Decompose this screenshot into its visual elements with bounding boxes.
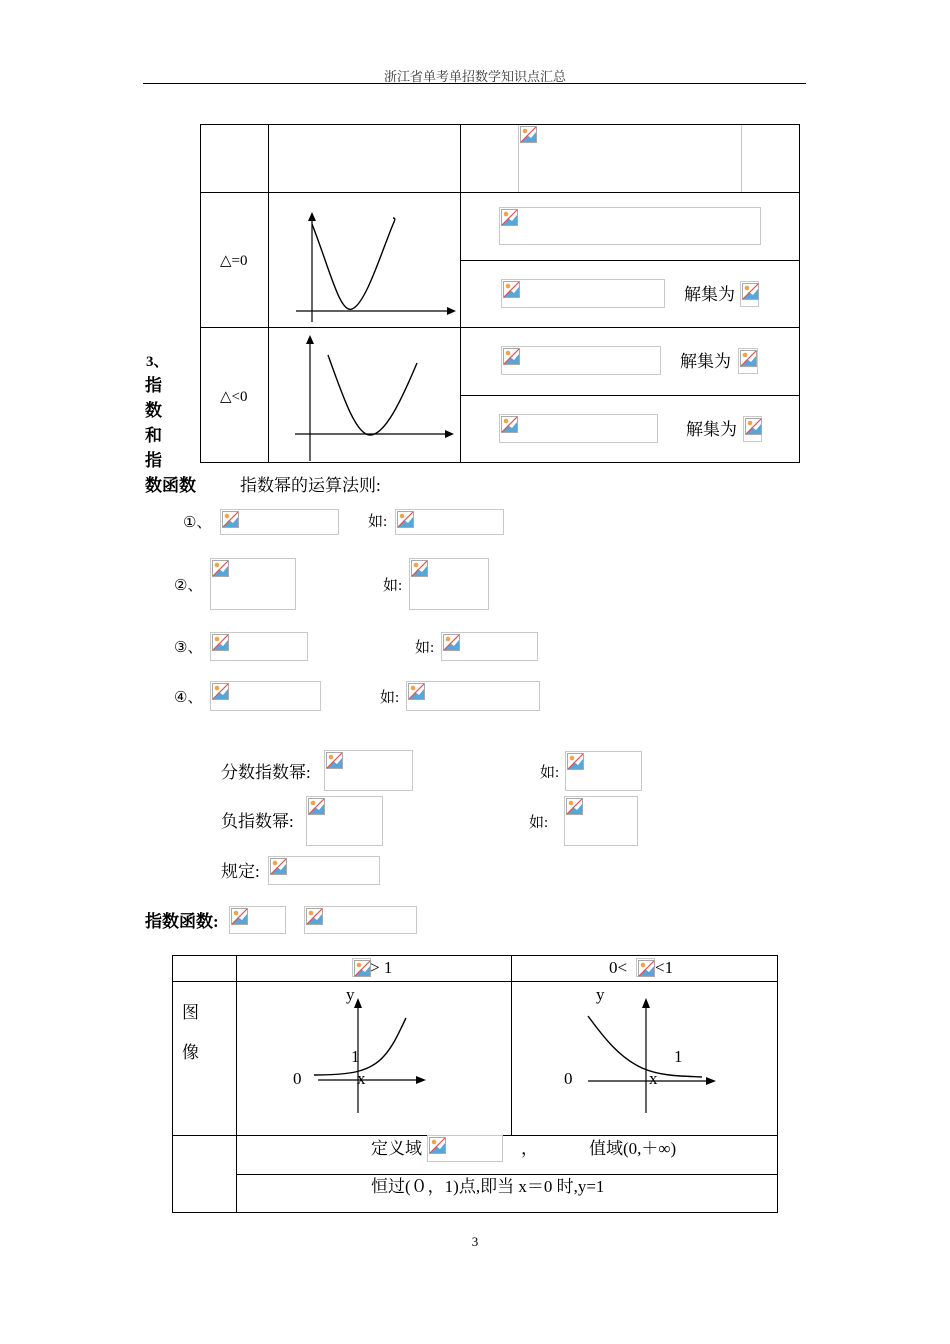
formula-image xyxy=(743,416,762,442)
section-title-tail: 数函数 xyxy=(145,476,196,495)
rule-number: ②、 xyxy=(174,578,203,594)
point-label-one: 1 xyxy=(674,1047,683,1066)
example-label: 如: xyxy=(380,690,400,706)
col-header-a-lt-1-right: <1 xyxy=(655,958,674,977)
axis-label-y: y xyxy=(346,985,355,1004)
solution-set-label: 解集为 xyxy=(680,352,731,371)
point-label-one: 1 xyxy=(351,1047,360,1066)
formula-image xyxy=(518,125,742,192)
parabola-tangent-graph xyxy=(296,210,458,322)
formula-image xyxy=(220,509,339,535)
example-label: 如: xyxy=(529,815,549,831)
section-title-char: 指 xyxy=(145,376,162,395)
col-header-a-lt-1-left: 0< xyxy=(609,958,628,977)
formula-image xyxy=(501,346,661,375)
section-title-char: 数 xyxy=(145,401,162,420)
solution-set-label: 解集为 xyxy=(686,420,737,439)
axis-label-x: x xyxy=(357,1069,366,1088)
formula-image xyxy=(409,558,489,610)
col-header-a-gt-1: > 1 xyxy=(370,958,393,977)
row-label-char: 图 xyxy=(182,1003,199,1022)
formula-image xyxy=(229,906,286,934)
rules-title: 指数幂的运算法则: xyxy=(240,476,381,495)
solution-set-label: 解集为 xyxy=(684,285,735,304)
origin-label: 0 xyxy=(564,1069,573,1088)
origin-label: 0 xyxy=(293,1069,302,1088)
formula-image xyxy=(565,751,642,791)
rule-number: ①、 xyxy=(183,515,212,531)
formula-image xyxy=(441,632,538,661)
section-number: 3、 xyxy=(146,354,169,370)
example-label: 如: xyxy=(415,640,435,656)
formula-image xyxy=(499,414,658,443)
rule-number: ④、 xyxy=(174,690,203,706)
example-label: 如: xyxy=(368,514,388,530)
formula-image xyxy=(564,796,638,846)
separator-comma: ， xyxy=(521,1139,538,1158)
axis-label-y: y xyxy=(596,985,605,1004)
example-label: 如: xyxy=(383,578,403,594)
formula-image xyxy=(636,958,655,977)
example-label: 如: xyxy=(540,765,560,781)
delta-negative-label: △<0 xyxy=(220,389,248,405)
page-number: 3 xyxy=(471,1234,479,1249)
delta-zero-label: △=0 xyxy=(220,253,248,269)
fraction-power-label: 分数指数幂: xyxy=(221,763,311,782)
exp-function-label: 指数函数: xyxy=(145,912,219,931)
fixed-point-text: 恒过(０，1)点,即当 x＝0 时,y=1 xyxy=(371,1177,605,1196)
formula-image xyxy=(210,681,321,711)
exp-growth-graph xyxy=(290,990,430,1115)
formula-image xyxy=(306,796,383,846)
formula-image xyxy=(210,632,308,661)
formula-image xyxy=(738,348,758,374)
exp-decay-graph xyxy=(580,990,720,1115)
formula-image xyxy=(740,281,759,307)
rule-number: ③、 xyxy=(174,640,203,656)
formula-image xyxy=(268,856,380,885)
formula-image xyxy=(304,906,417,934)
formula-image xyxy=(324,750,413,791)
header-rule xyxy=(143,83,806,84)
formula-image xyxy=(501,279,665,308)
row-label-char: 像 xyxy=(182,1043,199,1062)
formula-image xyxy=(427,1135,503,1162)
rule-def-label: 规定: xyxy=(221,862,260,881)
axis-label-x: x xyxy=(649,1069,658,1088)
parabola-above-axis-graph xyxy=(293,333,455,461)
section-title-char: 和 xyxy=(145,426,162,445)
formula-image xyxy=(499,207,761,245)
negative-power-label: 负指数幂: xyxy=(221,812,294,831)
formula-image xyxy=(210,558,296,610)
page-header: 浙江省单考单招数学知识点汇总 xyxy=(383,69,566,84)
range-text: 值域(0,＋∞) xyxy=(589,1139,677,1158)
domain-label: 定义域 xyxy=(371,1139,422,1158)
formula-image xyxy=(395,509,504,535)
formula-image xyxy=(352,958,371,977)
formula-image xyxy=(406,681,540,711)
section-title-char: 指 xyxy=(145,451,162,470)
